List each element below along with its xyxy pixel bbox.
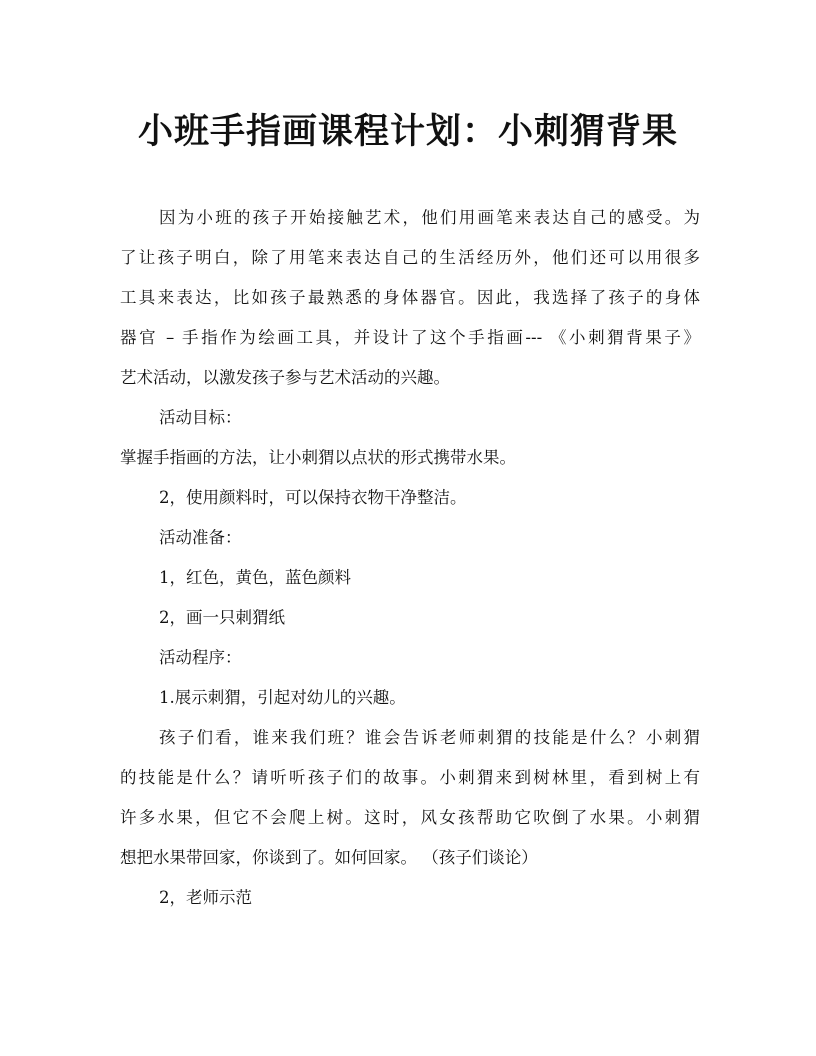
story-paragraph	[120, 718, 700, 878]
document-title: 小班手指画课程计划：小刺猬背果	[137, 111, 678, 152]
story-line: 许多水果，但它不会爬上树。这时，风女孩帮助它吹倒了水果。小刺猬	[120, 808, 700, 827]
intro-line: 了让孩子明白，除了用笔来表达自己的生活经历外，他们还可以用很多	[120, 248, 700, 267]
procedure-heading: 活动程序：	[159, 648, 242, 667]
goal-item: 2，使用颜料时，可以保持衣物干净整洁。	[159, 488, 467, 507]
intro-line: 器官 – 手指作为绘画工具，并设计了这个手指画--- 《小刺猬背果子》	[120, 328, 700, 347]
story-line: 孩子们看，谁来我们班？谁会告诉老师刺猬的技能是什么？小刺猬	[159, 728, 700, 747]
story-line: 的技能是什么？请听听孩子们的故事。小刺猬来到树林里，看到树上有	[120, 768, 700, 787]
intro-line: 因为小班的孩子开始接触艺术，他们用画笔来表达自己的感受。为	[159, 208, 700, 227]
document-body	[120, 198, 700, 918]
prep-item: 2，画一只刺猬纸	[159, 608, 285, 627]
procedure-step: 2，老师示范	[159, 888, 252, 907]
procedure-step: 1.展示刺猬，引起对幼儿的兴趣。	[159, 688, 406, 707]
intro-line: 工具来表达，比如孩子最熟悉的身体器官。因此，我选择了孩子的身体	[120, 288, 700, 307]
story-line: 想把水果带回家，你谈到了。如何回家。 （孩子们谈论）	[120, 848, 538, 867]
intro-line: 艺术活动，以激发孩子参与艺术活动的兴趣。	[120, 368, 450, 387]
prep-item: 1，红色，黄色，蓝色颜料	[159, 568, 351, 587]
goals-heading: 活动目标：	[159, 408, 242, 427]
goal-item: 掌握手指画的方法，让小刺猬以点状的形式携带水果。	[120, 448, 516, 467]
intro-paragraph	[120, 198, 700, 398]
prep-heading: 活动准备：	[159, 528, 242, 547]
